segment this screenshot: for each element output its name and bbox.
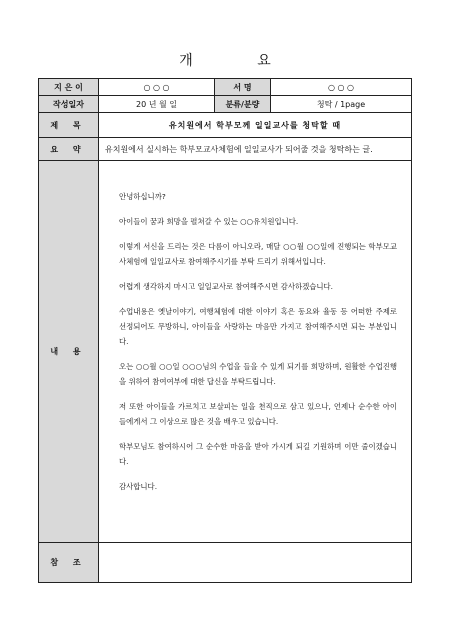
paragraph-greeting: 안녕하십니까? — [119, 192, 166, 201]
document-title: 개 요 — [179, 53, 301, 69]
paragraph-purpose: 이렇게 서신을 드리는 것은 다름이 아니오라, 매달 ○○월 ○○일에 진행되는 학부모교사체험에 일일교사로 참여해주시기를 부탁 드리기 위해서입니다. — [119, 242, 397, 266]
content-body — [99, 161, 412, 543]
paragraph-teacher: 저 또한 아이들을 가르치고 보살피는 일을 천직으로 삼고 있으나, 언제나 순수한 아이들에게서 그 이상으로 많은 것을 배우고 있습니다. — [119, 402, 397, 426]
summary-value: 유치원에서 실시하는 학부모교사체험에 일일교사가 되어줄 것을 청탁하는 글. — [99, 138, 412, 161]
reference-value — [99, 543, 412, 583]
summary-label: 요 약 — [39, 138, 99, 161]
date-value: 20 년 월 일 — [99, 96, 215, 113]
subject-value: 유치원에서 학부모께 일일교사를 청탁할 때 — [99, 113, 412, 138]
paragraph-topics: 수업내용은 옛날이야기, 여행체험에 대한 이야기 혹은 동요와 율동 등 어떠한 주제로 선정되어도 무방하니, 아이들을 사랑하는 마음만 가지고 참여해주시면 되는 부분입니다. — [119, 307, 397, 346]
reference-label: 참 조 — [39, 543, 99, 583]
signature-label: 서 명 — [215, 79, 271, 96]
paragraph-thanks: 감사합니다. — [119, 482, 158, 491]
subject-label: 제 목 — [39, 113, 99, 138]
content-label: 내 용 — [39, 161, 99, 543]
signature-value: ○ ○ ○ — [271, 79, 412, 96]
summary-form-table — [38, 78, 412, 583]
paragraph-request: 어렵게 생각하지 마시고 일일교사로 참여해주시면 감사하겠습니다. — [119, 282, 334, 291]
paragraph-closing: 학부모님도 참여하시어 그 순수한 마음을 받아 가시게 되길 기원하며 이만 줄이겠습니다. — [119, 442, 397, 466]
author-value: ○ ○ ○ — [99, 79, 215, 96]
paragraph-intro: 아이들이 꿈과 희망을 펼쳐갈 수 있는 ○○유치원입니다. — [119, 217, 299, 226]
category-label: 분류/분량 — [215, 96, 271, 113]
author-label: 지 은 이 — [39, 79, 99, 96]
category-value: 청탁 / 1page — [271, 96, 412, 113]
paragraph-reply: 오는 ○○월 ○○일 ○○○님의 수업을 들을 수 있게 되기를 희망하며, 원활한 수업진행을 위하여 참여여부에 대한 답신을 부탁드립니다. — [119, 362, 397, 386]
date-label: 작성일자 — [39, 96, 99, 113]
